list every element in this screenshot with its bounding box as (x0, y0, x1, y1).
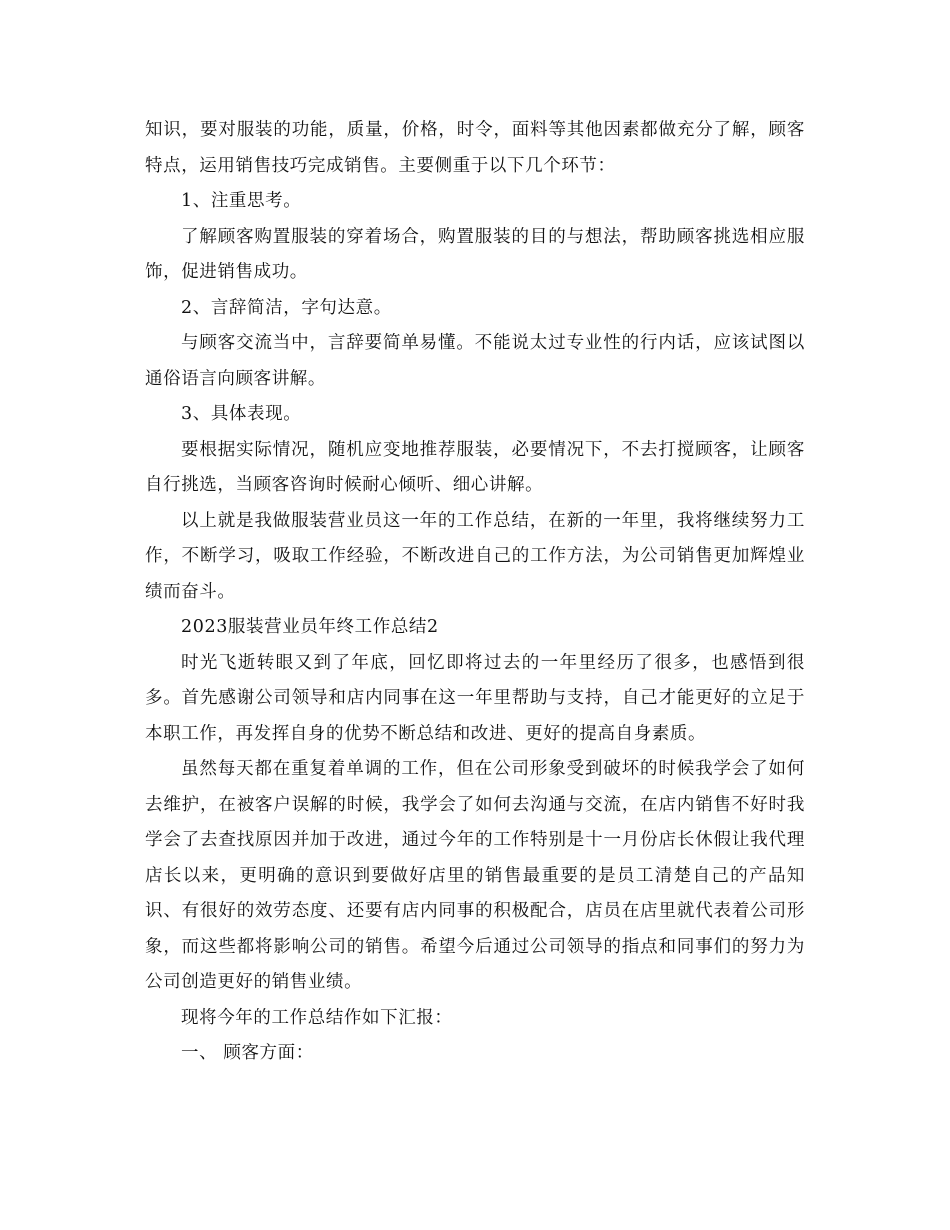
list-item-3-body: 要根据实际情况，随机应变地推荐服装，必要情况下，不去打搅顾客，让顾客自行挑选，当顾客咨询时候耐心倾听、细心讲解。 (145, 439, 805, 495)
report-intro-paragraph: 现将今年的工作总结作如下汇报： (181, 1007, 453, 1028)
list-item-1-body: 了解顾客购置服装的穿着场合，购置服装的目的与想法，帮助顾客挑选相应服饰，促进销售成功。 (145, 226, 805, 282)
body-paragraph: 时光飞逝转眼又到了年底，回忆即将过去的一年里经历了很多，也感悟到很多。首先感谢公司领导和店内同事在这一年里帮助与支持，自己才能更好的立足于本职工作，再发挥自身的优势不断总结和改进、更好的提高自身素质。 (145, 652, 805, 744)
list-item-2-body: 与顾客交流当中，言辞要简单易懂。不能说太过专业性的行内话，应该试图以通俗语言向顾客讲解。 (145, 333, 805, 389)
section-title: 2023服装营业员年终工作总结2 (181, 617, 439, 637)
list-item-1-heading: 1、注重思考。 (181, 191, 302, 211)
document-body (145, 113, 805, 1072)
conclusion-paragraph: 以上就是我做服装营业员这一年的工作总结，在新的一年里，我将继续努力工作，不断学习，吸取工作经验，不断改进自己的工作方法，为公司销售更加辉煌业绩而奋斗。 (145, 510, 805, 602)
list-item-2-heading: 2、言辞简洁，字句达意。 (181, 297, 392, 318)
subsection-heading: 一、 顾客方面： (181, 1043, 314, 1063)
body-paragraph: 虽然每天都在重复着单调的工作，但在公司形象受到破坏的时候我学会了如何去维护，在被客户误解的时候，我学会了如何去沟通与交流，在店内销售不好时我学会了去查找原因并加于改进，通过今年的工作特别是十一月份店长休假让我代理店长以来，更明确的意识到要做好店里的销售最重要的是员工清楚自己的产品知识、有很好的效劳态度、还要有店内同事的积极配合，店员在店里就代表着公司形象，而这些都将影响公司的销售。希望今后通过公司领导的指点和同事们的努力为公司创造更好的销售业绩。 (145, 759, 805, 992)
list-item-3-heading: 3、具体表现。 (181, 404, 302, 424)
paragraph-intro-continued: 知识，要对服装的功能，质量，价格，时令，面料等其他因素都做充分了解，顾客特点，运用销售技巧完成销售。主要侧重于以下几个环节： (145, 120, 805, 176)
